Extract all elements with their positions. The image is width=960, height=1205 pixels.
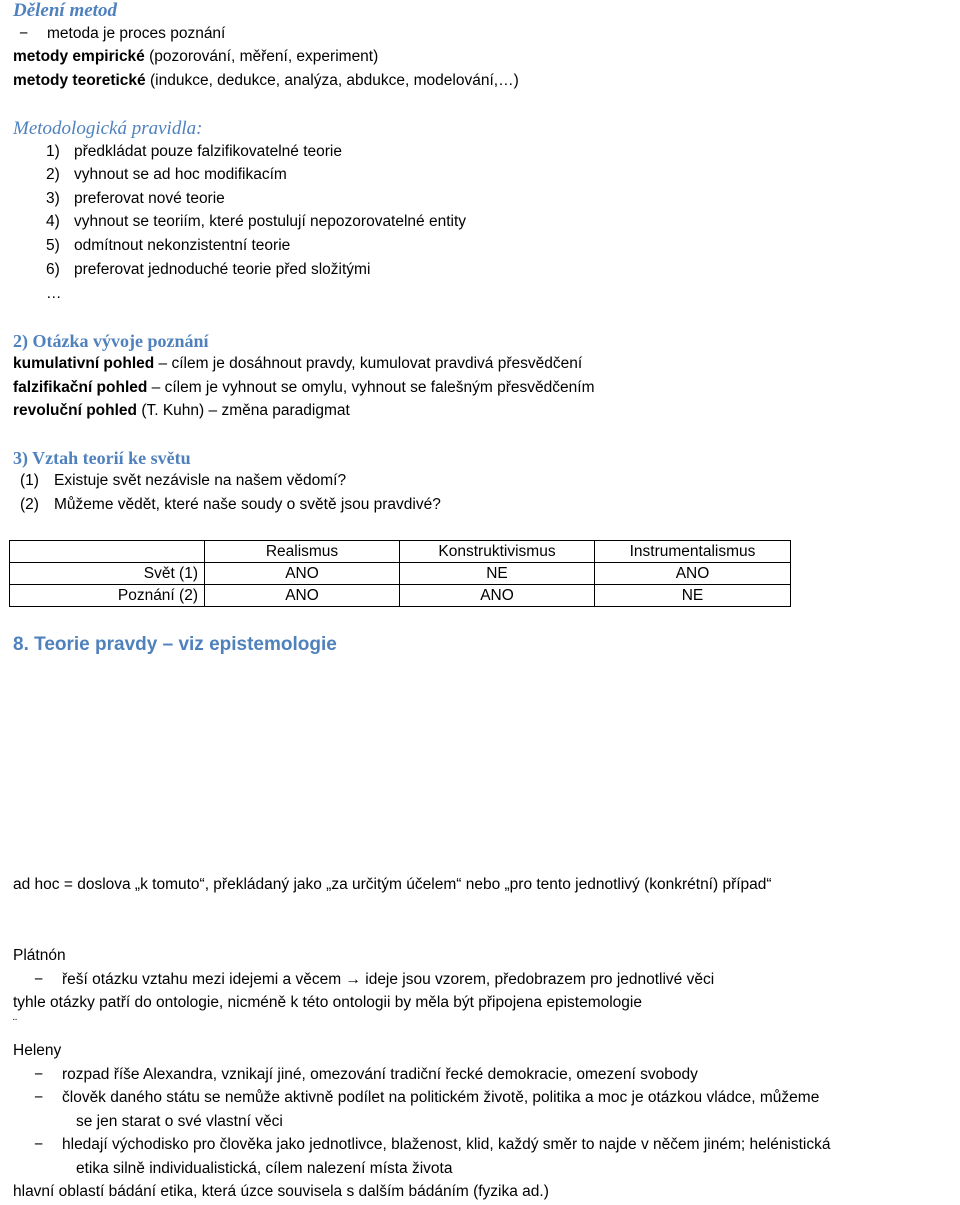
heading-vztah-teorii: 3) Vztah teorií ke světu	[13, 448, 191, 468]
heading-otazka-vyvoje: 2) Otázka vývoje poznání	[13, 331, 209, 351]
adhoc-note: ad hoc = doslova „k tomuto“, překládaný jako „za určitým účelem“ nebo „pro tento jednotlivý (konkrétní) případ“	[13, 876, 772, 893]
table-cell: NE	[400, 563, 595, 585]
bullet-item: − člověk daného státu se nemůže aktivně podílet na politickém životě, politika a moc je otázkou vládce, můžeme	[34, 1089, 820, 1106]
bullet-continuation: se jen starat o své vlastní věci	[76, 1113, 283, 1130]
line-theoretical: metody teoretické (indukce, dedukce, analýza, abdukce, modelování,…)	[13, 72, 519, 89]
rule-item: 1) předkládat pouze falzifikovatelné teorie	[46, 143, 342, 160]
view-line: kumulativní pohled – cílem je dosáhnout pravdy, kumulovat pravdivá přesvědčení	[13, 355, 583, 372]
rule-item: 2) vyhnout se ad hoc modifikacím	[46, 166, 287, 183]
table-row	[10, 563, 791, 585]
table-cell: ANO	[205, 563, 400, 585]
table-row	[10, 585, 791, 607]
comparison-table	[9, 540, 791, 607]
heading-deleni-metod: Dělení metod	[13, 0, 117, 21]
question-item: (2) Můžeme vědět, které naše soudy o světě jsou pravdivé?	[20, 496, 441, 513]
ellipsis: …	[46, 285, 62, 302]
bullet-item: − rozpad říše Alexandra, vznikají jiné, omezování tradiční řecké demokracie, omezení svobody	[34, 1066, 698, 1083]
table-row-label: Svět (1)	[10, 563, 205, 585]
view-line: revoluční pohled (T. Kuhn) – změna paradigmat	[13, 402, 350, 419]
final-note: hlavní oblastí bádání etika, která úzce souvisela s dalším bádáním (fyzika ad.)	[13, 1183, 549, 1200]
arrow-right-icon: →	[345, 971, 361, 988]
table-cell	[10, 541, 205, 563]
table-header-cell: Konstruktivismus	[400, 541, 595, 563]
table-header-row	[10, 541, 791, 563]
bullet-item: − řeší otázku vztahu mezi idejemi a věcem → ideje jsou vzorem, předobrazem pro jednotlivé věci	[34, 971, 715, 988]
table-header-cell: Instrumentalismus	[595, 541, 791, 563]
table-cell: ANO	[205, 585, 400, 607]
bullet-item: − hledají východisko pro člověka jako jednotlivce, blaženost, klid, každý směr to najde v něčem jiném; helénistická	[34, 1136, 831, 1153]
table-cell: ANO	[400, 585, 595, 607]
bullet-continuation: etika silně individualistická, cílem nalezení místa života	[76, 1160, 453, 1177]
rule-item: 6) preferovat jednoduché teorie před složitými	[46, 261, 371, 278]
view-line: falzifikační pohled – cílem je vyhnout se omylu, vyhnout se falešným přesvědčením	[13, 379, 595, 396]
heading-heleny: Heleny	[13, 1042, 62, 1059]
heading-platon: Plátnón	[13, 947, 66, 964]
heading-metodologicka-pravidla: Metodologická pravidla:	[13, 118, 203, 139]
bullet-item: − metoda je proces poznání	[19, 25, 226, 42]
table-header-cell: Realismus	[205, 541, 400, 563]
table-cell: NE	[595, 585, 791, 607]
question-item: (1) Existuje svět nezávisle na našem vědomí?	[20, 472, 347, 489]
platon-note: tyhle otázky patří do ontologie, nicméně k této ontologii by měla být připojena epistemologie	[13, 994, 642, 1011]
heading-teorie-pravdy: 8. Teorie pravdy – viz epistemologie	[13, 634, 337, 655]
rule-item: 3) preferovat nové teorie	[46, 190, 225, 207]
table-row-label: Poznání (2)	[10, 585, 205, 607]
stray-mark: ¨	[13, 1016, 17, 1030]
table-cell: ANO	[595, 563, 791, 585]
rule-item: 5) odmítnout nekonzistentní teorie	[46, 237, 291, 254]
line-empirical: metody empirické (pozorování, měření, experiment)	[13, 48, 379, 65]
rule-item: 4) vyhnout se teoriím, které postulují nepozorovatelné entity	[46, 213, 467, 230]
